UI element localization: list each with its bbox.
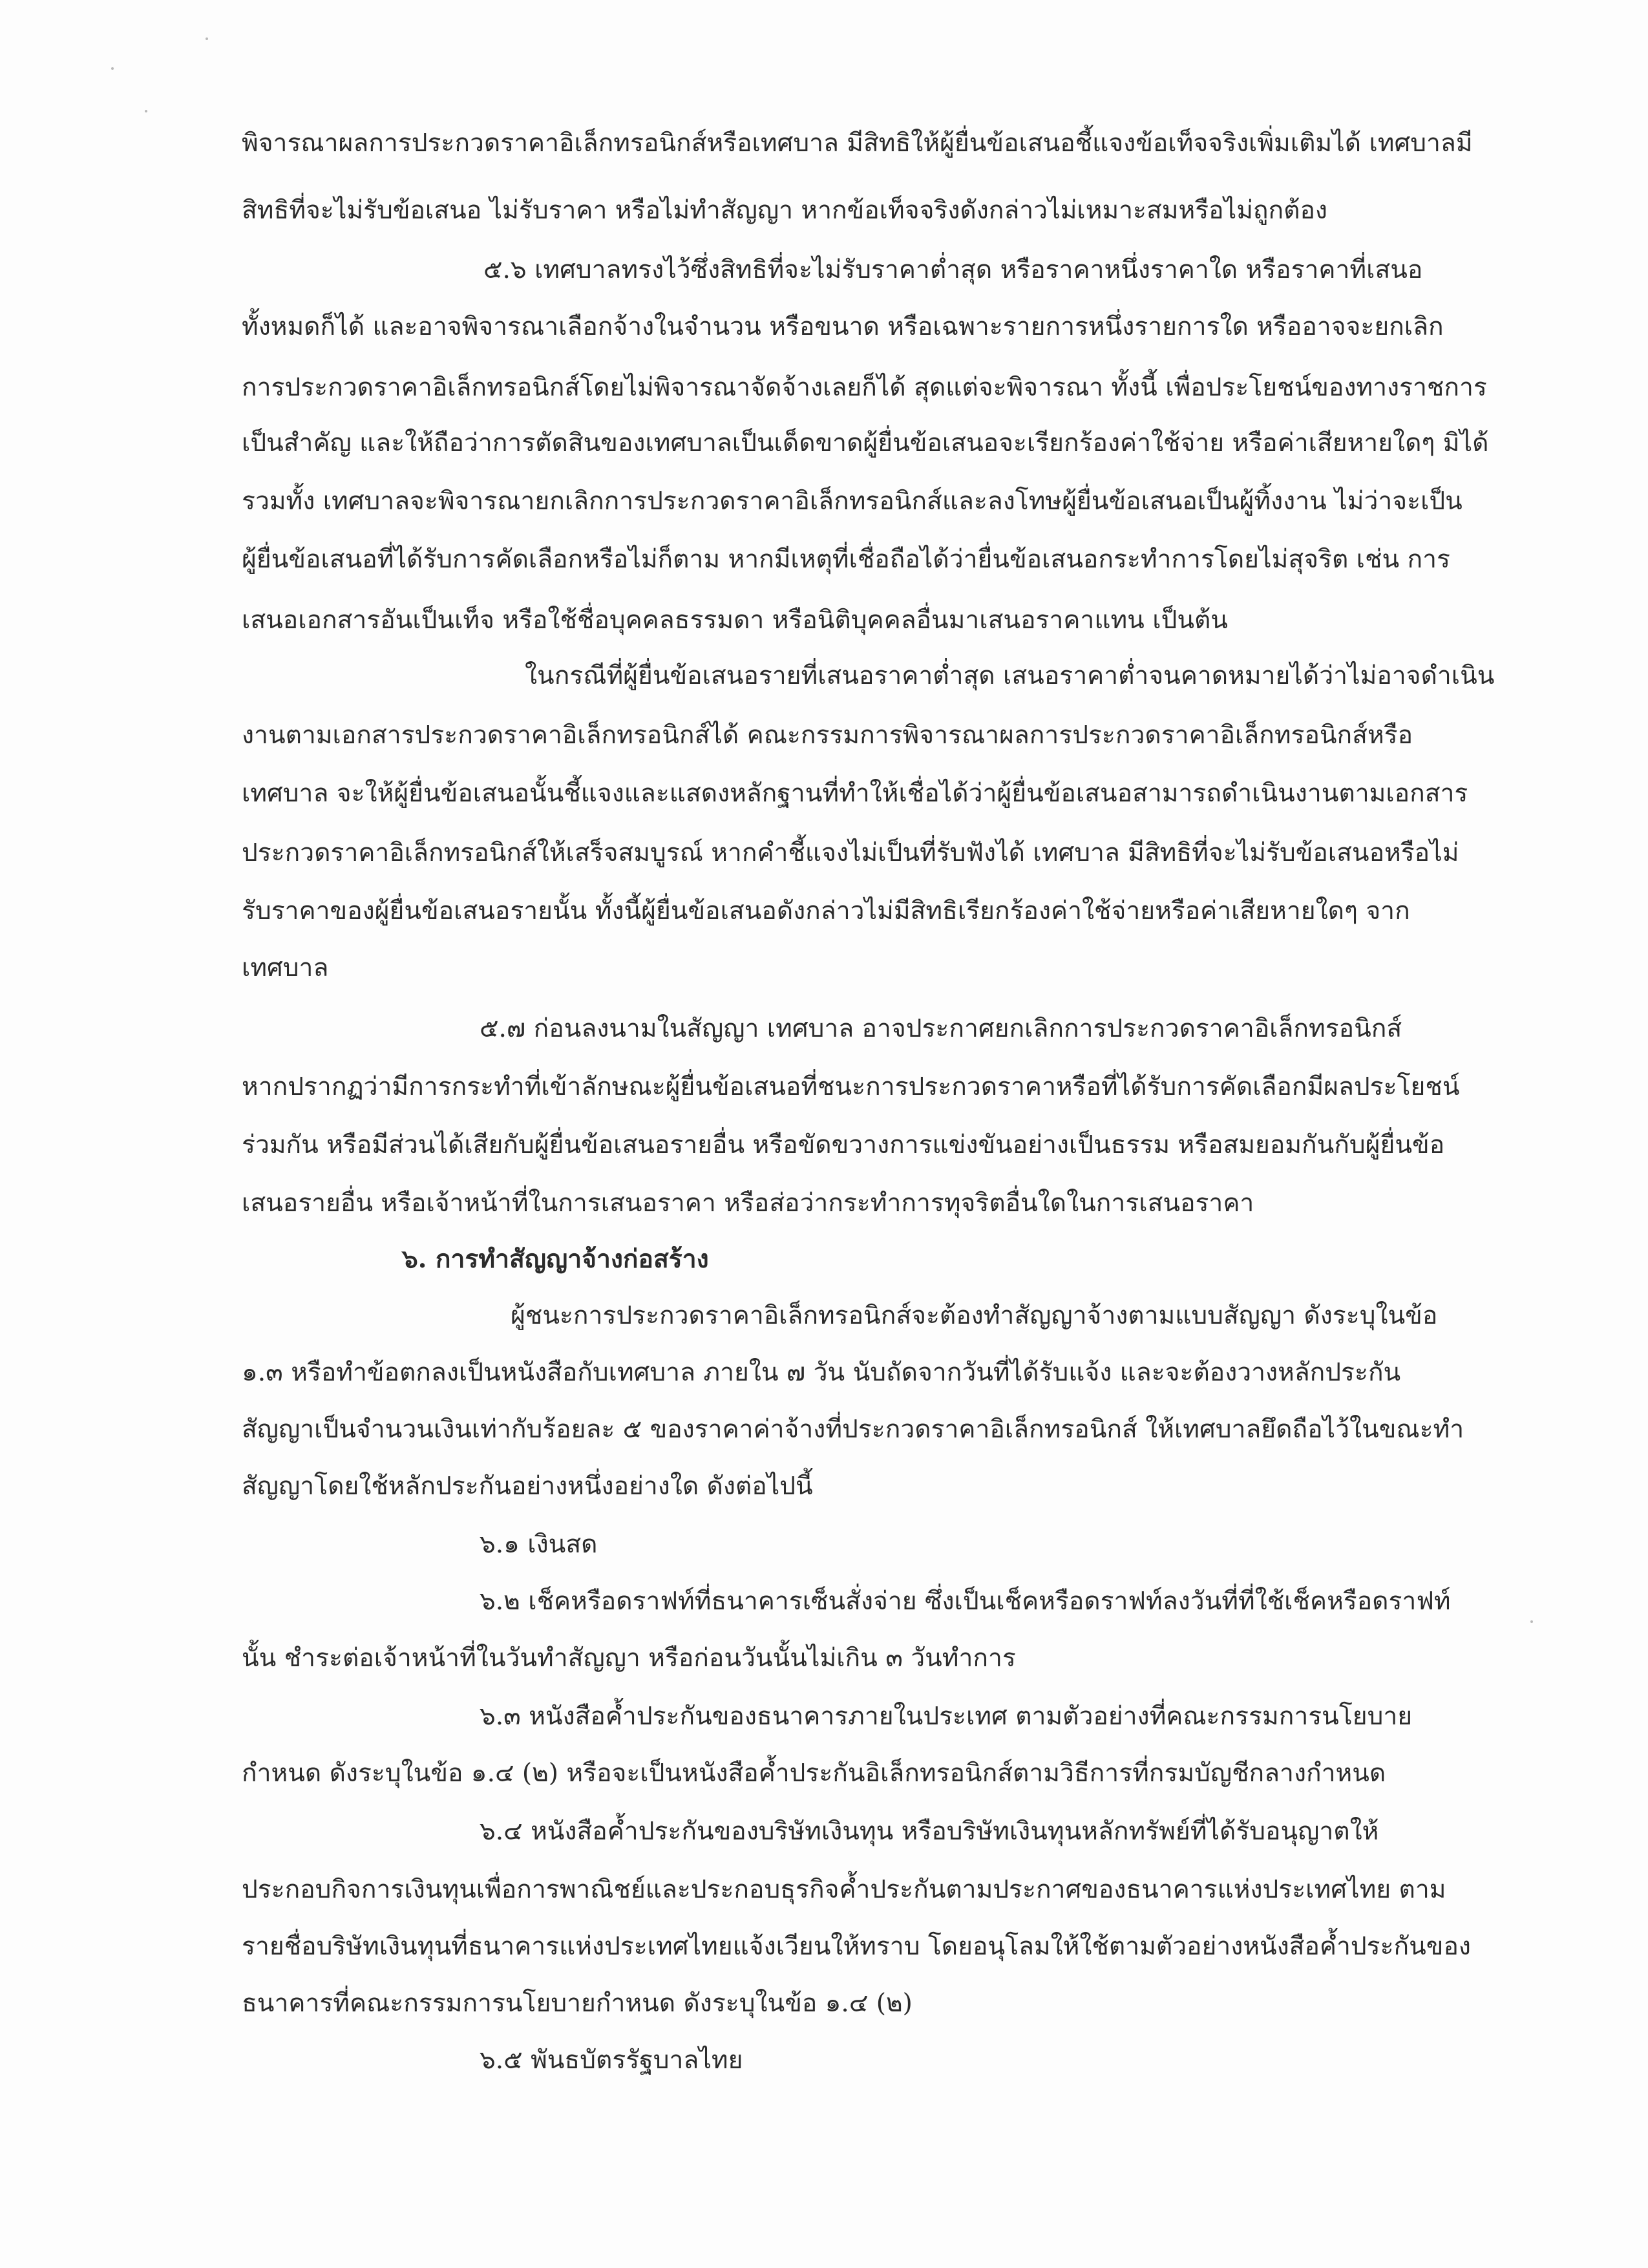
section-heading-6: ๖. การทำสัญญาจ้างก่อสร้าง	[402, 1244, 709, 1274]
paragraph-start: ในกรณีที่ผู้ยื่นข้อเสนอรายที่เสนอราคาต่ำสุด เสนอราคาต่ำจนคาดหมายได้ว่าไม่อาจดำเนิน	[525, 661, 1495, 690]
clause-6-4: ๖.๔ หนังสือค้ำประกันของบริษัทเงินทุน หรือบริษัทเงินทุนหลักทรัพย์ที่ได้รับอนุญาตให้	[480, 1817, 1379, 1846]
body-line: เป็นสำคัญ และให้ถือว่าการตัดสินของเทศบาลเป็นเด็ดขาดผู้ยื่นข้อเสนอจะเรียกร้องค่าใช้จ่าย หรือค่าเสียหายใดๆ มิได้	[242, 429, 1489, 458]
clause-6-3: ๖.๓ หนังสือค้ำประกันของธนาคารภายในประเทศ ตามตัวอย่างที่คณะกรรมการนโยบาย	[480, 1702, 1413, 1731]
body-line: พิจารณาผลการประกวดราคาอิเล็กทรอนิกส์หรือเทศบาล มีสิทธิให้ผู้ยื่นข้อเสนอชี้แจงข้อเท็จจริงเพิ่มเติมได้ เทศบาลมี	[242, 129, 1473, 158]
body-line: สัญญาเป็นจำนวนเงินเท่ากับร้อยละ ๕ ของราคาค่าจ้างที่ประกวดราคาอิเล็กทรอนิกส์ ให้เทศบาลยึดถือไว้ในขณะทำ	[242, 1415, 1464, 1444]
body-line: สิทธิที่จะไม่รับข้อเสนอ ไม่รับราคา หรือไม่ทำสัญญา หากข้อเท็จจริงดังกล่าวไม่เหมาะสมหรือไม่ถูกต้อง	[242, 196, 1327, 225]
body-line: รับราคาของผู้ยื่นข้อเสนอรายนั้น ทั้งนี้ผู้ยื่นข้อเสนอดังกล่าวไม่มีสิทธิเรียกร้องค่าใช้จ่ายหรือค่าเสียหายใดๆ จาก	[242, 896, 1410, 926]
body-line: ๑.๓ หรือทำข้อตกลงเป็นหนังสือกับเทศบาล ภายใน ๗ วัน นับถัดจากวันที่ได้รับแจ้ง และจะต้องวางหลักประกัน	[242, 1358, 1401, 1387]
clause-6-2: ๖.๒ เช็คหรือดราฟท์ที่ธนาคารเซ็นสั่งจ่าย ซึ่งเป็นเช็คหรือดราฟท์ลงวันที่ที่ใช้เช็คหรือดราฟท์	[480, 1587, 1451, 1616]
body-line: เสนอเอกสารอันเป็นเท็จ หรือใช้ชื่อบุคคลธรรมดา หรือนิติบุคคลอื่นมาเสนอราคาแทน เป็นต้น	[242, 606, 1228, 635]
scan-speck	[206, 37, 208, 40]
body-line: การประกวดราคาอิเล็กทรอนิกส์โดยไม่พิจารณาจัดจ้างเลยก็ได้ สุดแต่จะพิจารณา ทั้งนี้ เพื่อประโยชน์ของทางราชการ	[242, 373, 1487, 402]
body-line: สัญญาโดยใช้หลักประกันอย่างหนึ่งอย่างใด ดังต่อไปนี้	[242, 1472, 813, 1501]
scan-speck	[1530, 1620, 1533, 1623]
paragraph-start: ผู้ชนะการประกวดราคาอิเล็กทรอนิกส์จะต้องทำสัญญาจ้างตามแบบสัญญา ดังระบุในข้อ	[511, 1301, 1438, 1330]
scan-speck	[111, 67, 114, 70]
body-line: กำหนด ดังระบุในข้อ ๑.๔ (๒) หรือจะเป็นหนังสือค้ำประกันอิเล็กทรอนิกส์ตามวิธีการที่กรมบัญชีกลางกำหนด	[242, 1759, 1386, 1788]
clause-6-5: ๖.๕ พันธบัตรรัฐบาลไทย	[480, 2046, 743, 2075]
body-line: ประกวดราคาอิเล็กทรอนิกส์ให้เสร็จสมบูรณ์ หากคำชี้แจงไม่เป็นที่รับฟังได้ เทศบาล มีสิทธิที่จะไม่รับข้อเสนอหรือไม่	[242, 838, 1459, 867]
body-line: เทศบาล	[242, 953, 329, 982]
clause-5-7: ๕.๗ ก่อนลงนามในสัญญา เทศบาล อาจประกาศยกเลิกการประกวดราคาอิเล็กทรอนิกส์	[480, 1014, 1402, 1043]
clause-6-1: ๖.๑ เงินสด	[480, 1530, 598, 1559]
body-line: ร่วมกัน หรือมีส่วนได้เสียกับผู้ยื่นข้อเสนอรายอื่น หรือขัดขวางการแข่งขันอย่างเป็นธรรม หรือสมยอมกันกับผู้ยื่นข้อ	[242, 1130, 1445, 1160]
body-line: ประกอบกิจการเงินทุนเพื่อการพาณิชย์และประกอบธุรกิจค้ำประกันตามประกาศของธนาคารแห่งประเทศไทย ตาม	[242, 1875, 1446, 1904]
body-line: รวมทั้ง เทศบาลจะพิจารณายกเลิกการประกวดราคาอิเล็กทรอนิกส์และลงโทษผู้ยื่นข้อเสนอเป็นผู้ทิ้งงาน ไม่ว่าจะเป็น	[242, 487, 1463, 516]
scan-speck	[145, 110, 147, 112]
body-line: รายชื่อบริษัทเงินทุนที่ธนาคารแห่งประเทศไทยแจ้งเวียนให้ทราบ โดยอนุโลมให้ใช้ตามตัวอย่างหนังสือค้ำประกันของ	[242, 1932, 1471, 1961]
body-line: งานตามเอกสารประกวดราคาอิเล็กทรอนิกส์ได้ คณะกรรมการพิจารณาผลการประกวดราคาอิเล็กทรอนิกส์หรือ	[242, 721, 1413, 750]
body-line: หากปรากฏว่ามีการกระทำที่เข้าลักษณะผู้ยื่นข้อเสนอที่ชนะการประกวดราคาหรือที่ได้รับการคัดเลือกมีผลประโยชน์	[242, 1072, 1460, 1101]
body-line: นั้น ชำระต่อเจ้าหน้าที่ในวันทำสัญญา หรือก่อนวันนั้นไม่เกิน ๓ วันทำการ	[242, 1644, 1016, 1673]
body-line: ธนาคารที่คณะกรรมการนโยบายกำหนด ดังระบุในข้อ ๑.๔ (๒)	[242, 1989, 913, 2018]
body-line: เสนอรายอื่น หรือเจ้าหน้าที่ในการเสนอราคา หรือส่อว่ากระทำการทุจริตอื่นใดในการเสนอราคา	[242, 1189, 1254, 1218]
clause-5-6: ๕.๖ เทศบาลทรงไว้ซึ่งสิทธิที่จะไม่รับราคาต่ำสุด หรือราคาหนึ่งราคาใด หรือราคาที่เสนอ	[483, 255, 1423, 284]
body-line: เทศบาล จะให้ผู้ยื่นข้อเสนอนั้นชี้แจงและแสดงหลักฐานที่ทำให้เชื่อได้ว่าผู้ยื่นข้อเสนอสามารถดำเนินงานตามเอกสาร	[242, 779, 1468, 808]
body-line: ทั้งหมดก็ได้ และอาจพิจารณาเลือกจ้างในจำนวน หรือขนาด หรือเฉพาะรายการหนึ่งรายการใด หรืออาจจะยกเลิก	[242, 312, 1444, 341]
body-line: ผู้ยื่นข้อเสนอที่ได้รับการคัดเลือกหรือไม่ก็ตาม หากมีเหตุที่เชื่อถือได้ว่ายื่นข้อเสนอกระทำการโดยไม่สุจริต เช่น การ	[242, 545, 1450, 574]
